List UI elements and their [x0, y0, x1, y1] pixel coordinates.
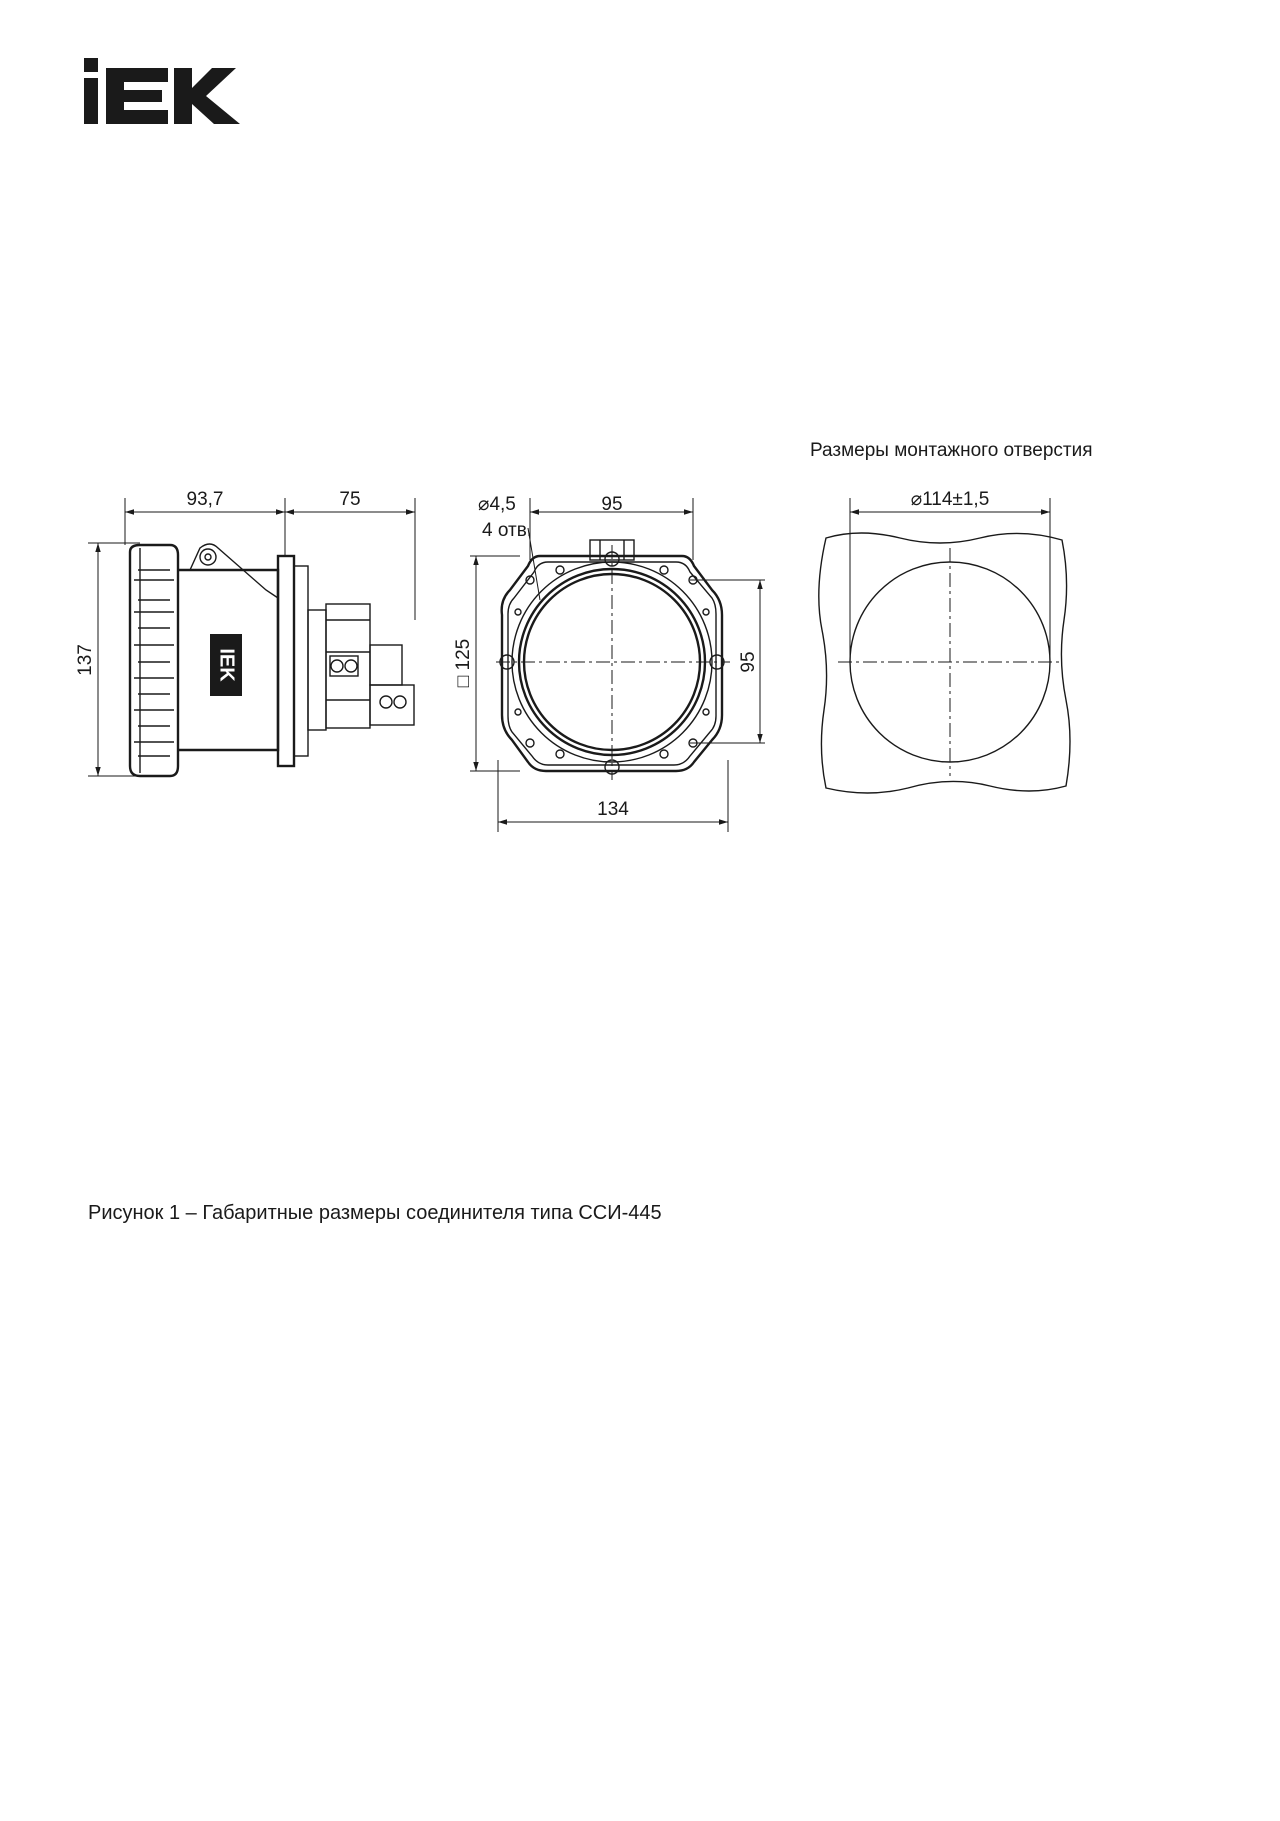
dim-front-width: 134 [597, 799, 629, 820]
front-view [470, 498, 765, 832]
body-logo [210, 634, 242, 696]
side-view [88, 498, 415, 776]
figure-caption: Рисунок 1 – Габаритные размеры соединителя типа ССИ-445 [88, 1202, 662, 1224]
dim-side-front-depth: 93,7 [186, 489, 224, 510]
dim-hole-count: 4 отв. [482, 520, 533, 541]
body-logo-text: IEK [215, 648, 238, 682]
dim-hole-diameter: ⌀4,5 [478, 494, 516, 515]
dim-front-vspacing: 95 [738, 651, 759, 673]
mounting-hole-title: Размеры монтажного отверстия [810, 440, 1093, 461]
dim-side-height: 137 [75, 644, 96, 676]
dim-side-rear-depth: 75 [339, 489, 361, 510]
dim-flange-square: □ 125 [453, 638, 474, 688]
dim-mounting-hole-diameter: ⌀114±1,5 [910, 489, 990, 510]
dim-front-hspacing: 95 [601, 494, 623, 515]
mounting-hole-view [819, 498, 1070, 793]
